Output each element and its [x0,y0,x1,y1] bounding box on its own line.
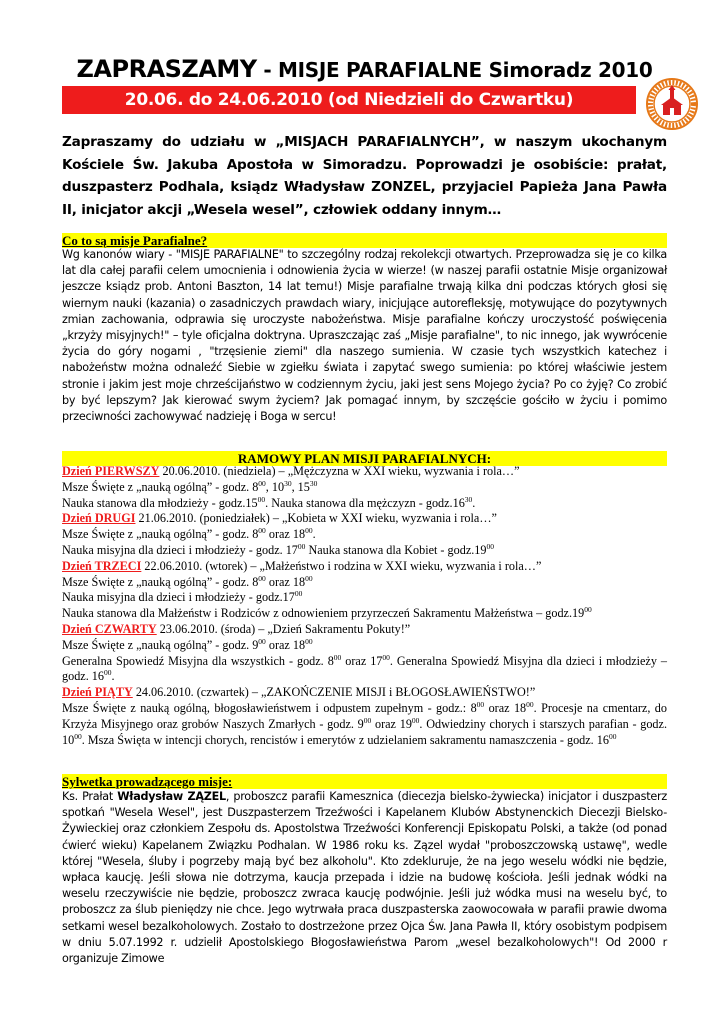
day-1-line-2: Nauka stanowa dla młodzieży - $godz.15^{00}$. Nauka stanowa dla mężczyzn - $godz.16^{30}$. [62,494,476,510]
date-banner: 20.06. do 24.06.2010 (od Niedzieli do Czwartku) [62,86,636,114]
section-heading-missionary-profile: Sylwetka prowadzącego misje: [62,774,667,789]
day-3-line-3: Nauka stanowa dla Małżeństw i Rodziców z odnowieniem przyrzeczeń Sakramentu Małżeństwa – $godz.19^{00}$ [62,605,592,621]
day-4-line-2: Generalna Spowiedź Misyjna dla wszystkich - godz. $8^{00}$ oraz $17^{00}$. Generalna Spowiedź Misyjna dla dzieci i młodzieży – godz. $16^{00}$. [62,652,667,684]
section-heading-what-are-missions: Co to są misje Parafialne? [62,233,667,248]
day-3-line-1: Msze Święte z „nauką ogólną” - godz. $8^{00}$ oraz $18^{00}$ [62,573,313,589]
section-text-what-are-missions: Wg kanonów wiary - "MISJE PARAFIALNE" to szczególny rodzaj rekolekcji otwartych. Przeprowadza się je co kilka lat dla całej parafii celem umocnienia i odnowienia życia w wierze! (w naszej parafii ostatnie Misje organizował jeszcze ksiądz prob. Antoni Baszton, 14 lat temu!) Misje parafialne trwają kilka dni podczas których głosi się wiernym nauki (kazania) o zasadniczych prawdach wiary, inicjujące autorefleksję, motywujące do pozytywnych zmian zachowania, odprawia się uroczyste nabożeństwa. Misje parafialne kończy uroczystość poświęcenia „krzyży misyjnych!" – tyle oficjalna doktryna. Upraszczając zaś „Misje parafialne", to nic innego, jak wywrócenie życia do góry nogami , "trzęsienie ziemi" dla naszego sumienia. W czasie tych wszystkich katechez i nabożeństw można odnaleźć Siebie w zgiełku świata i zapytać swego sumienia: po której właściwie jestem stronie i jakim jest moje chrześcijaństwo w codziennym życiu, jaki jest sens Mojego życia? Po co żyję? Co zrobić by być lepszym? Jak kierować swym życiem? Jak pomagać innym, by szczęście gościło w życiu i pomimo przeciwności zachowywać nadzieję i Boga w sercu! [62,248,667,424]
day-1-line-1: Msze Święte z „nauką ogólną” - godz. $8^{00}$, $10^{30}$, $15^{30}$ [62,478,318,494]
title-main: ZAPRASZAMY [76,55,257,83]
day-2-line-2: Nauka misyjna dla dzieci i młodzieży - godz. $17^{00}$ Nauka stanowa dla Kobiet - $godz.19^{00}$ [62,541,494,557]
section-text-missionary-profile: Ks. Prałat Władysław ZĄZEL, proboszcz parafii Kamesznica (diecezja bielsko-żywiecka) inicjator i duszpasterz spotkań "Wesela Wesel", jest Duszpasterzem Trzeźwości i Kapelanem Klubów Abstynenckich Diecezji Bielsko-Żywieckiej oraz członkiem Zespołu ds. Apostolstwa Trzeźwości Konferencji Episkopatu Polski, a także (od ponad ćwierć wieku) Kapelanem Związku Podhalan. W 1986 roku ks. Zązel wydał "proboszczowską ustawę", wedle której "Wesela, śluby i pogrzeby mają być bez alkoholu". Kto zdekluruje, że na jego weselu wódki nie będzie, wpłaca kaucję. Jeśli słowa nie dotrzyma, kaucja przepada i idzie na budowę kościoła. Jeśli jednak wódki na weselu rzeczywiście nie będzie, proboszcz zwraca kaucję podwójnie. Jeśli już wódka musi na weselu być, to proboszcz za ślub pieniędzy nie chce. Jego wytrwała praca duszpasterska zaowocowała w parafii prawie dwoma setkami wesel bezalkoholowych. Zostało to dostrzeżone przez Ojca Św. Jana Pawła II, który osobistym podpisem w dniu 5.07.1992 r. udzielił Apostolskiego Błogosławieństwa Parom „wesel bezalkoholowych"! Od 2000 r organizuje Zimowe [62,790,667,966]
missionary-name: Władysław ZĄZEL [117,790,226,803]
intro-paragraph: Zapraszamy do udziału w „MISJACH PARAFIALNYCH”, w naszym ukochanym Kościele Św. Jakuba Apostoła w Simoradzu. Poprowadzi je osobiście: prałat, duszpasterz Podhala, ksiądz Władysław ZONZEL, przyjaciel Papieża Jana Pawła II, inicjator akcji „Wesela wesel”, człowiek oddany innym… [62,134,667,218]
parish-seal-icon [646,78,698,130]
day-4-line-1: Msze Święte z „nauką ogólną” - godz. $9^{00}$ oraz $18^{00}$ [62,636,313,652]
section-heading-plan: RAMOWY PLAN MISJI PARAFIALNYCH: [62,451,667,466]
day-2-header: Dzień DRUGI 21.06.2010. (poniedziałek) – „Kobieta w XXI wieku, wyzwania i rola…” [62,511,497,526]
day-4-header: Dzień CZWARTY 23.06.2010. (środa) – „Dzień Sakramentu Pokuty!” [62,621,411,636]
page-title [62,55,667,83]
day-3-header: Dzień TRZECI 22.06.2010. (wtorek) – „Małżeństwo i rodzina w XXI wieku, wyzwania i rola…” [62,558,542,573]
day-5-header: Dzień PIĄTY 24.06.2010. (czwartek) – „ZAKOŃCZENIE MISJI i BŁOGOSŁAWIEŃSTWO!” [62,685,536,700]
plan-list [62,464,667,748]
day-5-text: Msze Święte z nauką ogólną, błogosławieństwem i odpustem zupełnym - godz.: $8^{00}$ oraz $18^{00}$. Procesje na cmentarz, do Krzyża Misyjnego oraz grobów Naszych Zmarłych - godz. $9^{00}$ oraz $19^{00}$. Odwiedziny chorych i starszych parafian - godz. $10^{00}$. Msza Święta w intencji chorych, rencistów i emerytów z udzielaniem sakramentu namaszczenia - godz. $16^{00}$ [62,699,667,747]
day-1-header: Dzień PIERWSZY 20.06.2010. (niedziela) – „Mężczyzna w XXI wieku, wyzwania i rola…” [62,464,520,478]
title-sub: - MISJE PARAFIALNE Simoradz 2010 [256,58,653,82]
day-2-line-1: Msze Święte z „nauką ogólną” - godz. $8^{00}$ oraz $18^{00}$. [62,526,316,542]
day-3-line-2: Nauka misyjna dla dzieci i młodzieży - $godz.17^{00}$ [62,589,303,605]
